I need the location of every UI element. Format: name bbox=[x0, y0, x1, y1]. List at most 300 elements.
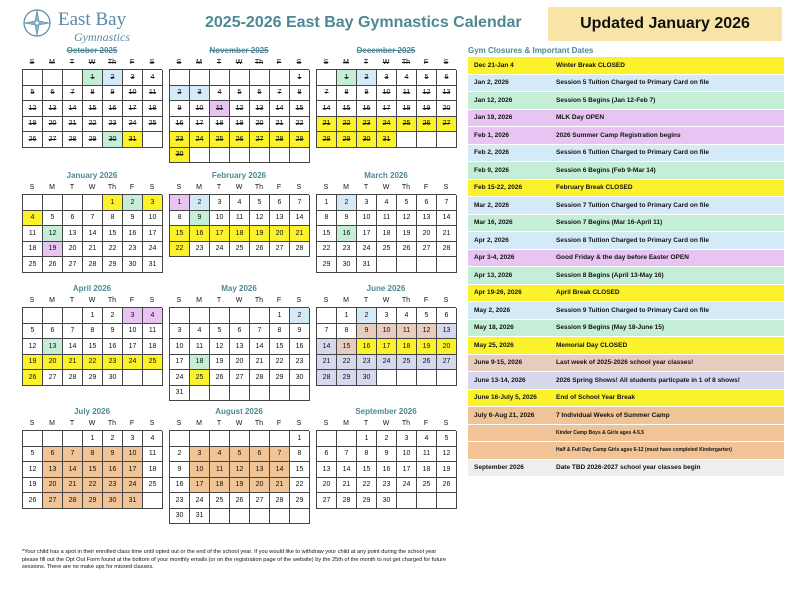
day-cell: 7 bbox=[63, 324, 83, 340]
weekday-label: W bbox=[88, 420, 96, 427]
empty-cell bbox=[230, 70, 250, 86]
day-cell: 25 bbox=[190, 370, 210, 386]
day-cell: 29 bbox=[290, 132, 310, 148]
empty-cell bbox=[210, 308, 230, 324]
day-cell: 20 bbox=[437, 101, 457, 117]
day-cell: 21 bbox=[270, 117, 290, 133]
day-cell: 14 bbox=[337, 462, 357, 478]
day-cell: 24 bbox=[397, 478, 417, 494]
day-cell: 22 bbox=[317, 242, 337, 258]
day-cell: 13 bbox=[63, 226, 83, 242]
weekday-label: Th bbox=[254, 420, 264, 427]
empty-cell bbox=[317, 308, 337, 324]
empty-cell bbox=[143, 370, 163, 386]
day-cell: 12 bbox=[210, 339, 230, 355]
day-cell: 19 bbox=[230, 117, 250, 133]
day-cell: 21 bbox=[63, 478, 83, 494]
day-cell: 16 bbox=[357, 339, 377, 355]
weekday-label: W bbox=[235, 297, 243, 304]
day-cell: 30 bbox=[377, 493, 397, 509]
day-cell: 11 bbox=[397, 86, 417, 102]
month-title: November 2025 bbox=[209, 46, 269, 55]
day-cell: 1 bbox=[103, 195, 123, 211]
day-cell: 20 bbox=[317, 478, 337, 494]
month-calendar bbox=[169, 282, 309, 401]
day-cell: 28 bbox=[437, 242, 457, 258]
event-text: Last week of 2025-2026 school year classes! bbox=[556, 359, 694, 367]
day-cell: 5 bbox=[210, 324, 230, 340]
weekday-label: T bbox=[69, 184, 75, 191]
weekday-label: S bbox=[443, 184, 449, 191]
event-date: Apr 13, 2026 bbox=[474, 271, 513, 279]
event-row bbox=[468, 425, 784, 443]
day-cell: 15 bbox=[317, 226, 337, 242]
event-row bbox=[468, 110, 784, 128]
day-cell: 20 bbox=[230, 355, 250, 371]
day-cell: 5 bbox=[23, 324, 43, 340]
day-cell: 11 bbox=[143, 324, 163, 340]
weekday-label: S bbox=[149, 59, 155, 66]
event-row bbox=[468, 92, 784, 110]
day-cell: 6 bbox=[317, 447, 337, 463]
day-cell: 26 bbox=[250, 242, 270, 258]
day-cell: 23 bbox=[377, 478, 397, 494]
day-cell: 6 bbox=[437, 308, 457, 324]
day-cell: 19 bbox=[417, 339, 437, 355]
day-cell: 27 bbox=[270, 242, 290, 258]
weekday-label: F bbox=[129, 59, 135, 66]
weekday-label: S bbox=[176, 184, 182, 191]
day-cell: 18 bbox=[397, 101, 417, 117]
empty-cell bbox=[417, 493, 437, 509]
day-cell: 13 bbox=[250, 462, 270, 478]
event-text: Memorial Day CLOSED bbox=[556, 341, 628, 349]
day-cell: 24 bbox=[143, 242, 163, 258]
day-cell: 16 bbox=[103, 462, 123, 478]
day-cell: 24 bbox=[170, 370, 190, 386]
empty-cell bbox=[417, 257, 437, 273]
day-cell: 25 bbox=[210, 132, 230, 148]
weekday-label: W bbox=[88, 297, 96, 304]
day-cell: 30 bbox=[290, 370, 310, 386]
event-row bbox=[468, 267, 784, 285]
day-cell: 8 bbox=[170, 211, 190, 227]
day-cell: 6 bbox=[437, 70, 457, 86]
weekday-label: Th bbox=[107, 297, 117, 304]
day-cell: 10 bbox=[210, 211, 230, 227]
day-cell: 29 bbox=[270, 370, 290, 386]
empty-cell bbox=[143, 132, 163, 148]
day-cell: 13 bbox=[417, 211, 437, 227]
day-cell: 26 bbox=[417, 355, 437, 371]
day-cell: 7 bbox=[337, 447, 357, 463]
day-cell: 21 bbox=[290, 226, 310, 242]
day-cell: 5 bbox=[417, 70, 437, 86]
day-cell: 16 bbox=[337, 226, 357, 242]
day-cell: 31 bbox=[190, 509, 210, 525]
day-cell: 4 bbox=[417, 431, 437, 447]
empty-cell bbox=[170, 308, 190, 324]
day-cell: 13 bbox=[270, 211, 290, 227]
empty-cell bbox=[230, 308, 250, 324]
empty-cell bbox=[317, 431, 337, 447]
day-cell: 1 bbox=[83, 431, 103, 447]
day-cell: 3 bbox=[123, 70, 143, 86]
day-cell: 17 bbox=[190, 478, 210, 494]
weekday-label: W bbox=[88, 184, 96, 191]
event-date: Jan 2, 2026 bbox=[474, 79, 509, 87]
event-text: Session 7 Tuition Charged to Primary Card on file bbox=[556, 201, 710, 209]
weekday-label: Th bbox=[401, 420, 411, 427]
day-cell: 13 bbox=[43, 462, 63, 478]
event-text: MLK Day OPEN bbox=[556, 114, 605, 122]
weekday-header bbox=[316, 295, 456, 307]
day-cell: 19 bbox=[397, 226, 417, 242]
weekday-label: S bbox=[29, 297, 35, 304]
weekday-label: T bbox=[216, 184, 222, 191]
day-cell: 16 bbox=[357, 101, 377, 117]
weekday-label: T bbox=[363, 59, 369, 66]
day-cell: 16 bbox=[123, 226, 143, 242]
day-cell: 5 bbox=[230, 86, 250, 102]
day-cell: 31 bbox=[377, 132, 397, 148]
empty-cell bbox=[23, 70, 43, 86]
day-cell: 9 bbox=[103, 324, 123, 340]
day-cell: 27 bbox=[417, 242, 437, 258]
event-text: Session 6 Tuition Charged to Primary Card on file bbox=[556, 149, 710, 157]
day-cell: 16 bbox=[103, 339, 123, 355]
day-cell: 22 bbox=[83, 478, 103, 494]
day-cell: 2 bbox=[357, 70, 377, 86]
day-cell: 9 bbox=[103, 86, 123, 102]
day-cell: 6 bbox=[43, 447, 63, 463]
weekday-header bbox=[22, 57, 162, 69]
event-date: May 25, 2026 bbox=[474, 341, 514, 349]
day-cell: 14 bbox=[63, 462, 83, 478]
day-cell: 8 bbox=[290, 447, 310, 463]
event-date: September 2026 bbox=[474, 464, 524, 472]
day-cell: 3 bbox=[143, 195, 163, 211]
day-cell: 11 bbox=[143, 86, 163, 102]
empty-cell bbox=[190, 386, 210, 402]
day-cell: 7 bbox=[270, 86, 290, 102]
weekday-label: Th bbox=[401, 59, 411, 66]
month-grid bbox=[316, 194, 456, 273]
weekday-label: W bbox=[235, 420, 243, 427]
month-calendar bbox=[22, 169, 162, 273]
event-text: Winter Break CLOSED bbox=[556, 61, 625, 69]
day-cell: 5 bbox=[23, 86, 43, 102]
empty-cell bbox=[290, 509, 310, 525]
day-cell: 12 bbox=[230, 462, 250, 478]
day-cell: 9 bbox=[337, 211, 357, 227]
day-cell: 1 bbox=[337, 308, 357, 324]
day-cell: 13 bbox=[437, 324, 457, 340]
event-row bbox=[468, 127, 784, 145]
day-cell: 19 bbox=[23, 117, 43, 133]
day-cell: 25 bbox=[417, 478, 437, 494]
day-cell: 27 bbox=[230, 370, 250, 386]
day-cell: 4 bbox=[377, 195, 397, 211]
day-cell: 23 bbox=[357, 117, 377, 133]
day-cell: 30 bbox=[103, 132, 123, 148]
day-cell: 22 bbox=[290, 478, 310, 494]
event-row bbox=[468, 302, 784, 320]
event-row bbox=[468, 390, 784, 408]
day-cell: 1 bbox=[317, 195, 337, 211]
empty-cell bbox=[230, 148, 250, 164]
day-cell: 23 bbox=[170, 132, 190, 148]
day-cell: 11 bbox=[377, 211, 397, 227]
day-cell: 25 bbox=[210, 493, 230, 509]
month-grid bbox=[22, 307, 162, 386]
event-row bbox=[468, 232, 784, 250]
month-title: July 2026 bbox=[73, 407, 111, 416]
weekday-label: S bbox=[323, 184, 329, 191]
day-cell: 13 bbox=[230, 339, 250, 355]
day-cell: 12 bbox=[23, 339, 43, 355]
day-cell: 19 bbox=[250, 226, 270, 242]
day-cell: 13 bbox=[437, 86, 457, 102]
empty-cell bbox=[437, 257, 457, 273]
event-text: Session 5 Begins (Jan 12-Feb 7) bbox=[556, 96, 656, 104]
day-cell: 14 bbox=[437, 211, 457, 227]
day-cell: 16 bbox=[290, 339, 310, 355]
event-text: 2026 Summer Camp Registration begins bbox=[556, 131, 681, 139]
month-calendar bbox=[169, 169, 309, 257]
day-cell: 10 bbox=[397, 447, 417, 463]
day-cell: 7 bbox=[63, 86, 83, 102]
day-cell: 14 bbox=[63, 339, 83, 355]
event-row bbox=[468, 337, 784, 355]
page-title: 2025-2026 East Bay Gymnastics Calendar bbox=[205, 14, 522, 31]
event-text: Session 8 Tuition Charged to Primary Card on file bbox=[556, 236, 710, 244]
day-cell: 11 bbox=[397, 324, 417, 340]
event-row bbox=[468, 285, 784, 303]
day-cell: 12 bbox=[23, 101, 43, 117]
day-cell: 8 bbox=[357, 447, 377, 463]
day-cell: 31 bbox=[143, 257, 163, 273]
weekday-label: W bbox=[382, 297, 390, 304]
event-row bbox=[468, 250, 784, 268]
day-cell: 26 bbox=[23, 132, 43, 148]
day-cell: 28 bbox=[337, 493, 357, 509]
day-cell: 26 bbox=[230, 493, 250, 509]
day-cell: 14 bbox=[63, 101, 83, 117]
day-cell: 7 bbox=[317, 324, 337, 340]
weekday-label: S bbox=[296, 420, 302, 427]
event-date: June 13-14, 2026 bbox=[474, 376, 526, 384]
empty-cell bbox=[43, 431, 63, 447]
empty-cell bbox=[83, 195, 103, 211]
month-calendar bbox=[316, 169, 456, 273]
day-cell: 27 bbox=[63, 257, 83, 273]
day-cell: 2 bbox=[170, 447, 190, 463]
day-cell: 2 bbox=[103, 308, 123, 324]
empty-cell bbox=[377, 370, 397, 386]
day-cell: 7 bbox=[317, 86, 337, 102]
day-cell: 24 bbox=[377, 355, 397, 371]
empty-cell bbox=[23, 431, 43, 447]
empty-cell bbox=[270, 148, 290, 164]
day-cell: 12 bbox=[417, 324, 437, 340]
weekday-label: T bbox=[363, 420, 369, 427]
day-cell: 28 bbox=[250, 370, 270, 386]
weekday-label: S bbox=[176, 297, 182, 304]
day-cell: 9 bbox=[103, 447, 123, 463]
day-cell: 28 bbox=[317, 370, 337, 386]
weekday-header bbox=[169, 57, 309, 69]
day-cell: 3 bbox=[377, 308, 397, 324]
day-cell: 15 bbox=[357, 462, 377, 478]
month-grid bbox=[316, 69, 456, 148]
day-cell: 1 bbox=[270, 308, 290, 324]
weekday-label: F bbox=[129, 184, 135, 191]
day-cell: 18 bbox=[143, 462, 163, 478]
day-cell: 27 bbox=[250, 493, 270, 509]
month-grid bbox=[169, 430, 309, 524]
day-cell: 22 bbox=[290, 117, 310, 133]
day-cell: 8 bbox=[337, 86, 357, 102]
weekday-label: F bbox=[129, 420, 135, 427]
weekday-label: S bbox=[443, 59, 449, 66]
month-grid bbox=[169, 69, 309, 163]
day-cell: 6 bbox=[250, 86, 270, 102]
empty-cell bbox=[23, 308, 43, 324]
day-cell: 24 bbox=[377, 117, 397, 133]
day-cell: 17 bbox=[170, 355, 190, 371]
empty-cell bbox=[250, 308, 270, 324]
weekday-label: S bbox=[443, 420, 449, 427]
day-cell: 16 bbox=[190, 226, 210, 242]
day-cell: 30 bbox=[337, 257, 357, 273]
logo-name: East Bay bbox=[58, 9, 127, 30]
empty-cell bbox=[63, 195, 83, 211]
day-cell: 9 bbox=[190, 211, 210, 227]
empty-cell bbox=[397, 493, 417, 509]
day-cell: 20 bbox=[250, 478, 270, 494]
day-cell: 10 bbox=[170, 339, 190, 355]
empty-cell bbox=[123, 370, 143, 386]
event-date: Feb 15-22, 2026 bbox=[474, 184, 523, 192]
empty-cell bbox=[270, 431, 290, 447]
weekday-label: S bbox=[323, 297, 329, 304]
day-cell: 18 bbox=[397, 339, 417, 355]
day-cell: 18 bbox=[143, 339, 163, 355]
day-cell: 14 bbox=[317, 339, 337, 355]
day-cell: 21 bbox=[270, 478, 290, 494]
empty-cell bbox=[210, 70, 230, 86]
day-cell: 11 bbox=[23, 226, 43, 242]
month-calendar bbox=[22, 405, 162, 509]
day-cell: 21 bbox=[63, 117, 83, 133]
empty-cell bbox=[417, 370, 437, 386]
day-cell: 10 bbox=[357, 211, 377, 227]
day-cell: 2 bbox=[103, 70, 123, 86]
day-cell: 20 bbox=[417, 226, 437, 242]
weekday-label: F bbox=[423, 420, 429, 427]
event-row bbox=[468, 75, 784, 93]
day-cell: 30 bbox=[170, 148, 190, 164]
month-title: May 2026 bbox=[221, 284, 257, 293]
day-cell: 11 bbox=[143, 447, 163, 463]
day-cell: 12 bbox=[230, 101, 250, 117]
month-grid bbox=[169, 194, 309, 257]
empty-cell bbox=[290, 148, 310, 164]
day-cell: 22 bbox=[83, 355, 103, 371]
day-cell: 26 bbox=[397, 242, 417, 258]
day-cell: 10 bbox=[190, 101, 210, 117]
day-cell: 22 bbox=[337, 117, 357, 133]
day-cell: 10 bbox=[123, 86, 143, 102]
day-cell: 23 bbox=[357, 355, 377, 371]
day-cell: 3 bbox=[190, 86, 210, 102]
day-cell: 11 bbox=[190, 339, 210, 355]
weekday-label: Th bbox=[254, 59, 264, 66]
day-cell: 17 bbox=[377, 101, 397, 117]
day-cell: 10 bbox=[123, 447, 143, 463]
day-cell: 5 bbox=[230, 447, 250, 463]
event-date: Jan 12, 2026 bbox=[474, 96, 513, 104]
day-cell: 17 bbox=[190, 117, 210, 133]
day-cell: 7 bbox=[290, 195, 310, 211]
day-cell: 25 bbox=[230, 242, 250, 258]
day-cell: 29 bbox=[337, 132, 357, 148]
day-cell: 15 bbox=[337, 101, 357, 117]
event-text: Session 9 Begins (May 18-June 15) bbox=[556, 324, 665, 332]
day-cell: 24 bbox=[210, 242, 230, 258]
day-cell: 14 bbox=[270, 462, 290, 478]
day-cell: 18 bbox=[230, 226, 250, 242]
weekday-label: S bbox=[29, 184, 35, 191]
day-cell: 25 bbox=[143, 478, 163, 494]
month-title: October 2025 bbox=[66, 46, 118, 55]
event-row bbox=[468, 320, 784, 338]
day-cell: 16 bbox=[103, 101, 123, 117]
day-cell: 29 bbox=[83, 370, 103, 386]
weekday-label: M bbox=[343, 184, 349, 191]
day-cell: 22 bbox=[83, 117, 103, 133]
weekday-label: S bbox=[176, 59, 182, 66]
day-cell: 4 bbox=[143, 70, 163, 86]
event-row bbox=[468, 407, 784, 425]
event-date: Apr 3-4, 2026 bbox=[474, 254, 515, 262]
day-cell: 1 bbox=[290, 70, 310, 86]
day-cell: 26 bbox=[437, 478, 457, 494]
empty-cell bbox=[190, 70, 210, 86]
month-title: February 2026 bbox=[211, 171, 267, 180]
event-date: Dec 21-Jan 4 bbox=[474, 61, 514, 69]
day-cell: 20 bbox=[250, 117, 270, 133]
event-text: 7 Individual Weeks of Summer Camp bbox=[556, 411, 670, 419]
empty-cell bbox=[437, 493, 457, 509]
day-cell: 18 bbox=[23, 242, 43, 258]
month-grid bbox=[316, 430, 456, 509]
day-cell: 26 bbox=[23, 370, 43, 386]
day-cell: 11 bbox=[210, 462, 230, 478]
day-cell: 27 bbox=[250, 132, 270, 148]
weekday-label: M bbox=[49, 59, 55, 66]
day-cell: 15 bbox=[103, 226, 123, 242]
day-cell: 16 bbox=[170, 117, 190, 133]
day-cell: 27 bbox=[43, 370, 63, 386]
weekday-label: F bbox=[276, 59, 282, 66]
day-cell: 30 bbox=[103, 493, 123, 509]
day-cell: 4 bbox=[143, 431, 163, 447]
weekday-header bbox=[22, 182, 162, 194]
day-cell: 28 bbox=[83, 257, 103, 273]
day-cell: 5 bbox=[437, 431, 457, 447]
